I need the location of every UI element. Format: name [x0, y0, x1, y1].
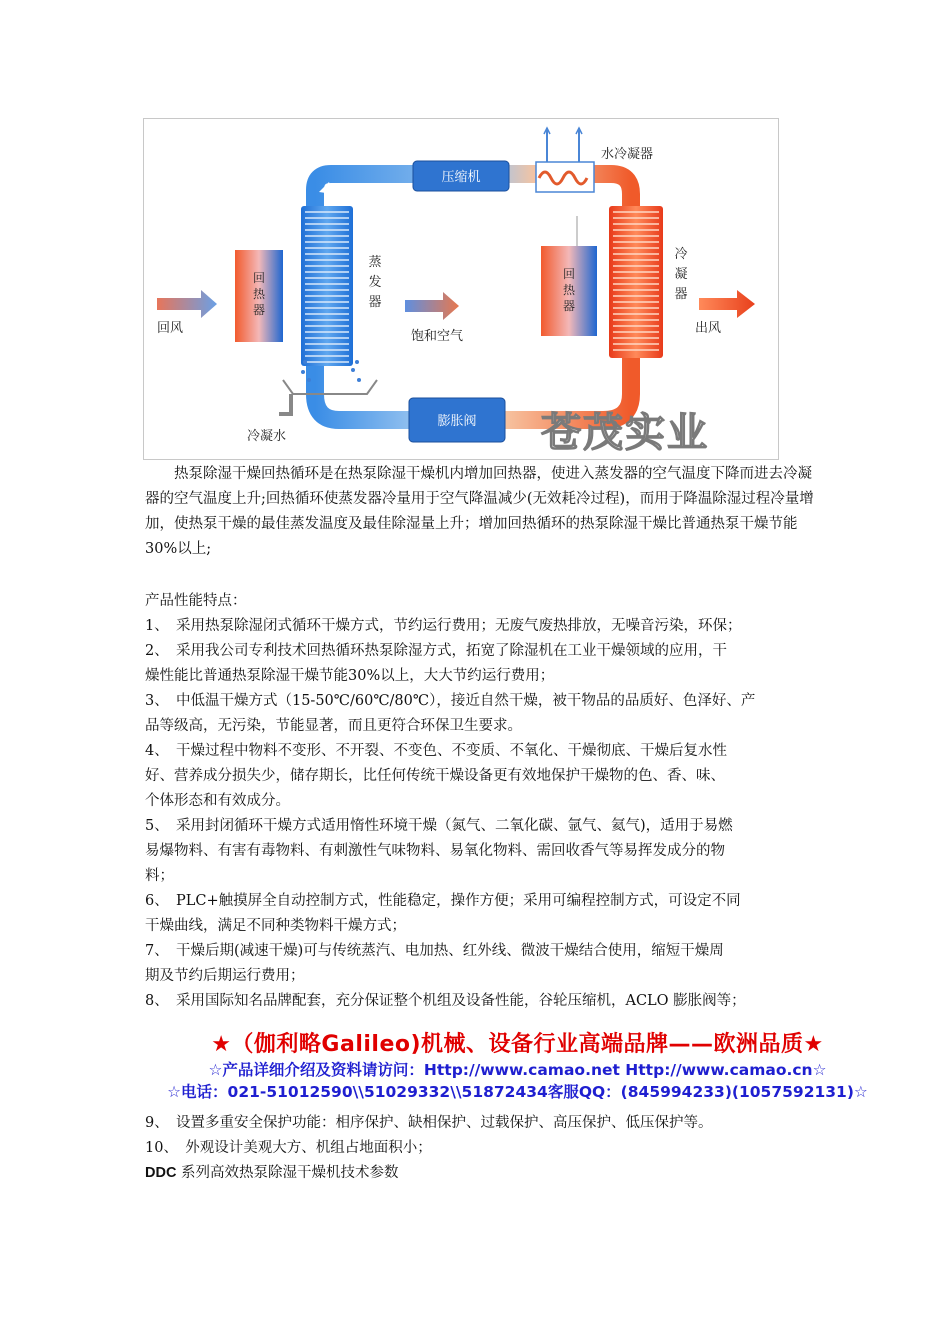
reheater-left-char-3: 器: [252, 303, 266, 317]
condenser-char-3: 器: [674, 287, 688, 302]
return-air-label: 回风: [157, 321, 184, 336]
condenser-char-1: 冷: [674, 247, 688, 262]
evaporator-char-2: 发: [368, 275, 382, 290]
params-title-text: 系列高效热泵除湿干燥机技术参数: [176, 1165, 399, 1181]
condenser: [609, 206, 663, 358]
brand-banner-website[interactable]: ☆产品详细介绍及资料请访问：Http://www.camao.net Http://www.camao.cn☆: [208, 1061, 827, 1079]
feature-6-line-2: 干燥曲线，满足不同种类物料干燥方式；: [145, 918, 406, 934]
condensate-label: 冷凝水: [247, 429, 287, 444]
evaporator: [301, 206, 353, 366]
compressor: [413, 161, 509, 191]
feature-5-line-3: 料；: [145, 868, 174, 884]
reheater-left-char-2: 热: [252, 287, 266, 301]
water-condenser-label: 水冷凝器: [601, 147, 654, 162]
feature-3-line-2: 品等级高，无污染，节能显著，而且更符合环保卫生要求。: [145, 718, 522, 734]
reheater-left: [235, 250, 283, 342]
feature-10-line-1: 10、 外观设计美观大方、机组占地面积小；: [145, 1140, 432, 1156]
params-title-series: DDC: [145, 1165, 177, 1181]
feature-9-line-1: 9、 设置多重安全保护功能：相序保护、缺相保护、过载保护、高压保护、低压保护等。: [145, 1115, 713, 1131]
feature-3-line-1: 3、 中低温干燥方式（15-50℃/60℃/80℃），接近自然干燥，被干物品的品质好、色泽好、产: [145, 693, 756, 709]
brand-banner-title: ★（伽利略Galileo)机械、设备行业高端品牌——欧洲品质★: [211, 1032, 824, 1057]
outlet-air-label: 出风: [695, 321, 722, 336]
evaporator-char-3: 器: [368, 295, 382, 310]
expansion-valve-label: 膨胀阀: [437, 414, 477, 429]
features-title: 产品性能特点：: [145, 593, 247, 609]
reheater-right-char-2: 热: [562, 283, 576, 297]
feature-7-line-1: 7、 干燥后期(减速干燥)可与传统蒸汽、电加热、红外线、微波干燥结合使用，缩短干燥周: [145, 943, 724, 959]
reheater-right-char-1: 回: [562, 267, 576, 281]
evaporator-char-1: 蒸: [368, 255, 382, 270]
feature-5-line-1: 5、 采用封闭循环干燥方式适用惰性环境干燥（氮气、二氧化碳、氩气、氦气)，适用于易燃: [145, 818, 733, 834]
feature-2-line-1: 2、 采用我公司专利技术回热循环热泵除湿方式，拓宽了除湿机在工业干燥领域的应用，干: [145, 643, 727, 659]
feature-2-line-2: 燥性能比普通热泵除湿干燥节能30%以上，大大节约运行费用；: [145, 668, 555, 684]
feature-4-line-3: 个体形态和有效成分。: [145, 793, 290, 809]
feature-4-line-2: 好、营养成分损失少，储存期长，比任何传统干燥设备更有效地保护干燥物的色、香、味、: [145, 768, 725, 784]
feature-4-line-1: 4、 干燥过程中物料不变形、不开裂、不变色、不变质、不氧化、干燥彻底、干燥后复水性: [145, 743, 727, 759]
feature-7-line-2: 期及节约后期运行费用；: [145, 968, 305, 984]
compressor-label: 压缩机: [441, 170, 481, 185]
reheater-left-char-1: 回: [252, 271, 266, 285]
params-title: [145, 1161, 825, 1186]
expansion-valve: [409, 398, 505, 442]
feature-5-line-2: 易爆物料、有害有毒物料、有刺激性气味物料、易氧化物料、需回收香气等易挥发成分的物: [145, 843, 725, 859]
heat-pump-cycle-diagram: [143, 118, 779, 460]
feature-6-line-1: 6、 PLC+触摸屏全自动控制方式，性能稳定，操作方便；采用可编程控制方式，可设定不同: [145, 893, 741, 909]
feature-1-line-1: 1、 采用热泵除湿闭式循环干燥方式，节约运行费用；无废气废热排放，无噪音污染，环保；: [145, 618, 742, 634]
intro-paragraph: 热泵除湿干燥回热循环是在热泵除湿干燥机内增加回热器，使进入蒸发器的空气温度下降而进去冷凝器的空气温度上升;回热循环使蒸发器冷量用于空气降温减少(无效耗冷过程)，而用于降温除湿过程冷量增加，使热泵干燥的最佳蒸发温度及最佳除湿量上升；增加回热循环的热泵除湿干燥比普通热泵干燥节能30%以上;: [145, 466, 814, 557]
brand-banner-contact: ☆电话：021-51012590\\51029332\\51872434客服QQ：(845994233)(1057592131)☆: [167, 1083, 868, 1101]
feature-8-line-1: 8、 采用国际知名品牌配套，充分保证整个机组及设备性能，谷轮压缩机，ACLO 膨胀阀等；: [145, 993, 746, 1009]
watermark: 苍茂实业: [541, 410, 709, 456]
reheater-right-char-3: 器: [562, 299, 576, 313]
saturated-air-label: 饱和空气: [411, 329, 464, 344]
condenser-char-2: 凝: [674, 267, 688, 282]
